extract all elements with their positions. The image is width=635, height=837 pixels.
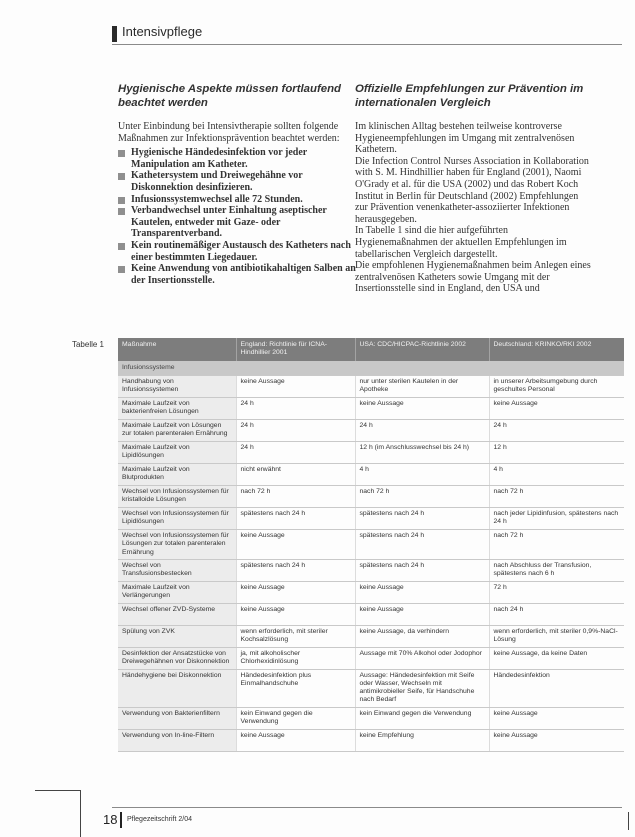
footer-rule [112,807,622,808]
table-cell: keine Aussage [489,729,624,751]
row-label: Händehygiene bei Diskonnektion [118,669,236,707]
table-cell: 24 h [236,398,355,420]
table-cell: 4 h [489,464,624,486]
column-header: England: Richtlinie für ICNA-Hindhillier 2001 [236,338,355,361]
table-cell: 24 h [489,420,624,442]
comparison-table [118,338,624,752]
header-marker [112,26,117,42]
row-label: Handhabung von Infusionssystemen [118,376,236,398]
table-cell: keine Aussage [236,376,355,398]
table-cell: ja, mit alkoholischer Chlorhexidinlösung [236,647,355,669]
table-cell: keine Aussage, da verhindern [355,625,489,647]
bullet-item: Kein routinemäßiger Austausch des Katheters nach einer bestimmten Liegedauer. [118,240,356,263]
table-cell: Händedesinfektion plus Einmalhandschuhe [236,669,355,707]
bullet-item: Keine Anwendung von antibiotikahaltigen Salben an der Insertionsstelle. [118,263,356,286]
crop-mark [80,790,81,837]
table-cell: spätestens nach 24 h [355,559,489,581]
table-cell: Aussage: Händedesinfektion mit Seife oder Wasser, Wechseln mit antimikrobieller Seife, für Handschuhe nach Bedarf [355,669,489,707]
bullet-list [118,147,356,286]
table-cell: nicht erwähnt [236,464,355,486]
row-label: Wechsel offener ZVD-Systeme [118,603,236,625]
table-header-row [118,338,624,361]
table-cell: keine Aussage [236,603,355,625]
footer-marker [120,812,122,828]
table-row [118,376,624,398]
table-row [118,464,624,486]
table-row [118,625,624,647]
table-cell: 24 h [236,420,355,442]
table-row [118,729,624,751]
column-header: USA: CDC/HICPAC-Richtlinie 2002 [355,338,489,361]
row-label: Wechsel von Infusionssystemen für kristalloide Lösungen [118,486,236,508]
table-cell: spätestens nach 24 h [355,508,489,530]
right-heading: Offizielle Empfehlungen zur Prävention im internationalen Vergleich [355,83,584,109]
table-row [118,398,624,420]
row-label: Verwendung von Bakterienfiltern [118,707,236,729]
table-row [118,707,624,729]
row-label: Desinfektion der Ansatzstücke von Dreiwegehähnen vor Diskonnektion [118,647,236,669]
table-cell: nur unter sterilen Kautelen in der Apotheke [355,376,489,398]
left-column [118,82,356,286]
table-cell: nach 24 h [489,603,624,625]
table-cell: 4 h [355,464,489,486]
table-row [118,442,624,464]
table-cell: keine Aussage [236,530,355,560]
right-column [355,82,593,295]
table-cell: wenn erforderlich, mit steriler Kochsalzlösung [236,625,355,647]
table-cell: 24 h [236,442,355,464]
table-cell: spätestens nach 24 h [355,530,489,560]
page-number: 18 [103,812,118,827]
table-cell: keine Aussage, da keine Daten [489,647,624,669]
table-cell: nach 72 h [355,486,489,508]
row-label: Maximale Laufzeit von Blutprodukten [118,464,236,486]
table-cell: keine Aussage [355,581,489,603]
row-label: Verwendung von In-line-Filtern [118,729,236,751]
bullet-item: Kathetersystem und Dreiwegehähne vor Diskonnektion desinfizieren. [118,170,356,193]
table-cell: nach 72 h [489,530,624,560]
column-header: Maßnahme [118,338,236,361]
row-label: Spülung von ZVK [118,625,236,647]
table-cell: nach 72 h [236,486,355,508]
section-label: Infusionssysteme [118,361,624,376]
table-cell: spätestens nach 24 h [236,508,355,530]
table-row [118,669,624,707]
header-rule [112,44,622,45]
right-paragraph: Die empfohlenen Hygienemaßnahmen beim Anlegen eines zentralvenösen Katheters sowie Umgang mit der Insertionsstelle sind in England, den USA und [355,260,591,295]
table-cell: keine Aussage [236,581,355,603]
journal-name: Pflegezeitschrift 2/04 [127,816,192,823]
table-cell: kein Einwand gegen die Verwendung [355,707,489,729]
table-section-row [118,361,624,376]
right-paragraph: Im klinischen Alltag bestehen teilweise kontroverse Hygieneempfehlungen im Umgang mit zentralvenösen Kathetern. [355,121,575,156]
column-header: Deutschland: KRINKO/RKI 2002 [489,338,624,361]
row-label: Maximale Laufzeit von Verlängerungen [118,581,236,603]
table-cell: Aussage mit 70% Alkohol oder Jodophor [355,647,489,669]
table-row [118,420,624,442]
table-cell: keine Aussage [355,398,489,420]
table-cell: wenn erforderlich, mit steriler 0,9%-NaCl-Lösung [489,625,624,647]
crop-mark [35,790,80,791]
table-cell: keine Empfehlung [355,729,489,751]
table-row [118,486,624,508]
bullet-item: Infusionssystemwechsel alle 72 Stunden. [118,194,356,206]
table-cell: 24 h [355,420,489,442]
table-cell: keine Aussage [489,398,624,420]
row-label: Maximale Laufzeit von Lipidlösungen [118,442,236,464]
table-cell: nach jeder Lipidinfusion, spätestens nach 24 h [489,508,624,530]
table-row [118,647,624,669]
row-label: Wechsel von Infusionssystemen für Lösungen zur totalen parenteralen Ernährung [118,530,236,560]
section-title: Intensivpflege [122,24,203,39]
crop-mark [628,812,629,830]
table-row [118,603,624,625]
table-cell: kein Einwand gegen die Verwendung [236,707,355,729]
row-label: Wechsel von Transfusionsbestecken [118,559,236,581]
row-label: Wechsel von Infusionssystemen für Lipidlösungen [118,508,236,530]
table-cell: keine Aussage [236,729,355,751]
row-label: Maximale Laufzeit von Lösungen zur totalen parenteralen Ernährung [118,420,236,442]
table-row [118,581,624,603]
table-cell: Händedesinfektion [489,669,624,707]
table-cell: 12 h (im Anschlusswechsel bis 24 h) [355,442,489,464]
table-side-label: Tabelle 1 [71,340,104,349]
bullet-item: Verbandwechsel unter Einhaltung aseptischer Kautelen, entweder mit Gaze- oder Transparentverband. [118,205,356,240]
right-paragraph: Die Infection Control Nurses Association in Kollaboration with S. M. Hindhillier haben für England (2001), Naomi O'Grady et al. für die USA (2002) und das Robert Koch Institut in Berlin für Deutschland (2002) Empfehlungen zur Prävention venenkatheter-assoziierter Infektionen herausgegeben. [355,155,589,225]
table-cell: keine Aussage [355,603,489,625]
table-cell: 12 h [489,442,624,464]
left-heading: Hygienische Aspekte müssen fortlaufend beachtet werden [118,83,342,109]
table-row [118,530,624,560]
right-paragraph: In Tabelle 1 sind die hier aufgeführten Hygienemaßnahmen der aktuellen Empfehlungen im tabellarischen Vergleich dargestellt. [355,225,567,260]
bullet-item: Hygienische Händedesinfektion vor jeder Manipulation am Katheter. [118,147,356,170]
table-cell: in unserer Arbeitsumgebung durch geschultes Personal [489,376,624,398]
table-cell: spätestens nach 24 h [236,559,355,581]
table-row [118,559,624,581]
table-cell: 72 h [489,581,624,603]
table-cell: nach 72 h [489,486,624,508]
row-label: Maximale Laufzeit von bakterienfreien Lösungen [118,398,236,420]
table-cell: nach Abschluss der Transfusion, spätestens nach 6 h [489,559,624,581]
table-cell: keine Aussage [489,707,624,729]
table-row [118,508,624,530]
left-intro: Unter Einbindung bei Intensivtherapie sollten folgende Maßnahmen zur Infektionsprävention beachtet werden: [118,121,340,144]
